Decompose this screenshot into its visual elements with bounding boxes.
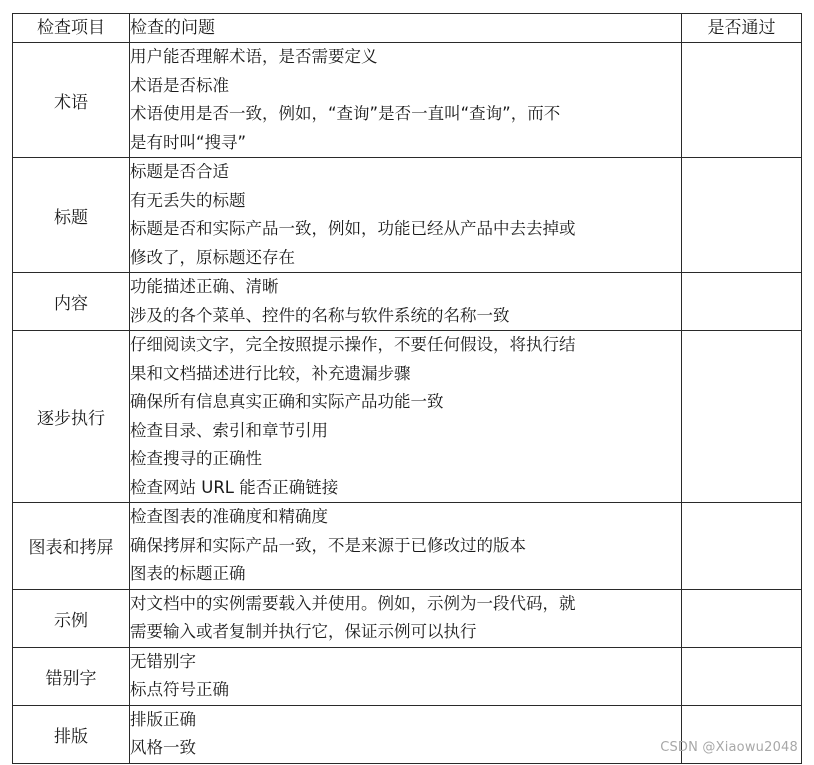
question-line: 确保拷屏和实际产品一致，不是来源于已修改过的版本: [130, 535, 526, 555]
pass-cell[interactable]: [682, 158, 802, 273]
header-pass: 是否通过: [682, 14, 802, 43]
document-checklist-table: [12, 13, 802, 764]
table-row: [13, 273, 802, 331]
question-line: 检查目录、索引和章节引用: [130, 420, 328, 440]
table-row: [13, 158, 802, 273]
question-line: 是有时叫“搜寻”: [130, 132, 247, 152]
check-questions: [130, 273, 682, 331]
check-item: 内容: [13, 273, 130, 331]
table-row: [13, 647, 802, 705]
question-line: 确保所有信息真实正确和实际产品功能一致: [130, 392, 444, 411]
question-line: 检查图表的准确度和精确度: [130, 507, 328, 526]
question-line: 风格一致: [130, 738, 196, 757]
check-item: 图表和拷屏: [13, 503, 130, 590]
question-line: 检查网站 URL 能否正确链接: [130, 477, 339, 497]
question-line: 涉及的各个菜单、控件的名称与软件系统的名称一致: [130, 305, 510, 325]
table-row: [13, 589, 802, 647]
question-line: 标题是否和实际产品一致，例如，功能已经从产品中去去掉或: [130, 219, 576, 238]
check-questions: [130, 43, 682, 158]
question-line: 功能描述正确、清晰: [130, 277, 279, 296]
question-line: 术语是否标准: [130, 75, 229, 95]
check-questions: [130, 331, 682, 503]
check-item: 排版: [13, 705, 130, 763]
question-line: 对文档中的实例需要载入并使用。例如，示例为一段代码，就: [130, 593, 576, 613]
table-row: [13, 503, 802, 590]
check-questions: [130, 589, 682, 647]
check-item: 示例: [13, 589, 130, 647]
check-item: 错别字: [13, 647, 130, 705]
question-line: 有无丢失的标题: [130, 190, 246, 210]
question-line: 果和文档描述进行比较，补充遗漏步骤: [130, 363, 411, 383]
check-questions: [130, 705, 682, 763]
question-line: 检查搜寻的正确性: [130, 449, 262, 468]
pass-cell[interactable]: [682, 589, 802, 647]
check-questions: [130, 503, 682, 590]
check-questions: [130, 158, 682, 273]
watermark: CSDN @Xiaowu2048: [660, 740, 798, 755]
check-item: 标题: [13, 158, 130, 273]
pass-cell[interactable]: [682, 503, 802, 590]
question-line: 修改了，原标题还存在: [130, 247, 295, 267]
checklist-body: [13, 43, 802, 764]
pass-cell[interactable]: [682, 273, 802, 331]
header-check-item: 检查项目: [13, 14, 130, 43]
question-line: 无错别字: [130, 651, 196, 671]
pass-cell[interactable]: [682, 647, 802, 705]
question-line: 用户能否理解术语，是否需要定义: [130, 47, 378, 66]
pass-cell[interactable]: [682, 43, 802, 158]
question-line: 排版正确: [130, 709, 196, 729]
pass-cell[interactable]: [682, 331, 802, 503]
check-questions: [130, 647, 682, 705]
header-row: [13, 14, 802, 43]
question-line: 标点符号正确: [130, 680, 229, 699]
table-row: [13, 331, 802, 503]
header-check-question: 检查的问题: [130, 14, 682, 43]
checklist-sheet: [12, 13, 801, 764]
check-item: 逐步执行: [13, 331, 130, 503]
table-row: [13, 43, 802, 158]
question-line: 需要输入或者复制并执行它，保证示例可以执行: [130, 622, 477, 641]
question-line: 仔细阅读文字，完全按照提示操作，不要任何假设，将执行结: [130, 335, 576, 354]
question-line: 术语使用是否一致，例如，“查询”是否一直叫“查询”，而不: [130, 104, 561, 123]
question-line: 图表的标题正确: [130, 564, 246, 583]
check-item: 术语: [13, 43, 130, 158]
question-line: 标题是否合适: [130, 162, 229, 181]
